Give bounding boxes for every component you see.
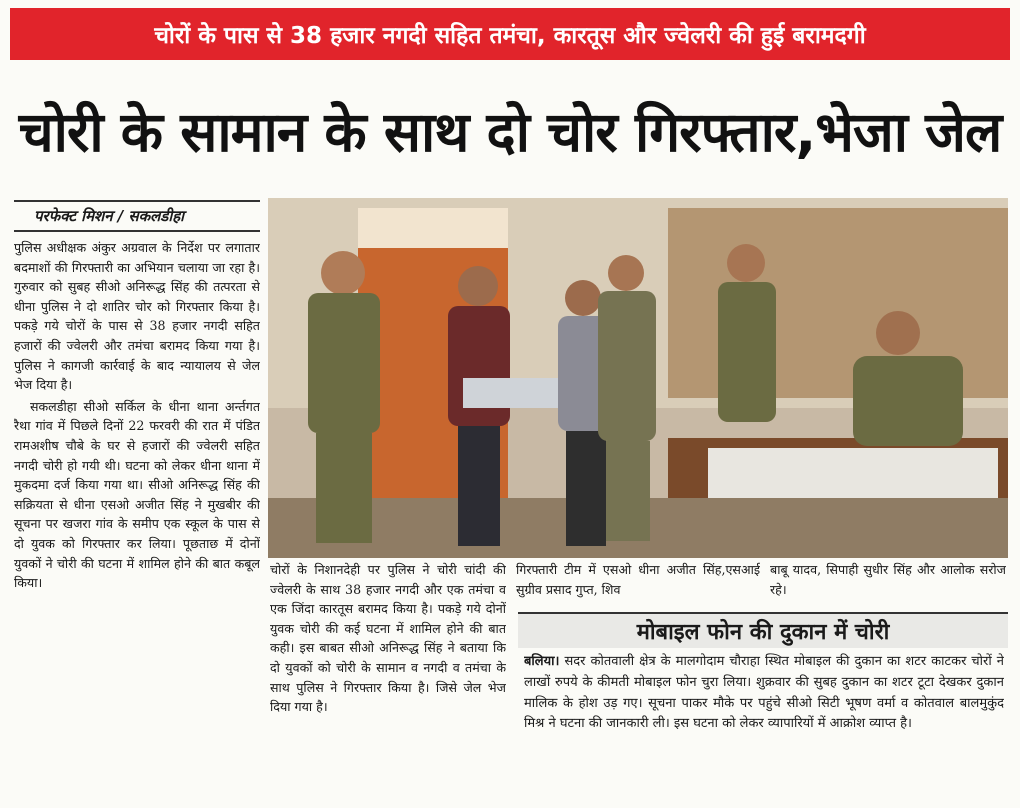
box-dateline: बलिया। xyxy=(524,654,560,669)
box-title: मोबाइल फोन की दुकान में चोरी xyxy=(518,612,1008,648)
box-article xyxy=(524,652,1004,802)
byline xyxy=(14,200,260,232)
top-banner: चोरों के पास से 38 हजार नगदी सहित तमंचा, कारतूस और ज्वेलरी की हुई बरामदगी xyxy=(10,8,1010,60)
article-column-2: चोरों के निशानदेही पर पुलिस ने चोरी चांदी की ज्वेलरी के साथ 38 हजार नगदी और एक तमंचा व एक जिंदा कारतूस बरामद किया है। पकड़े गये दोनों युवक चोरी की कई घटना में शामिल होने की बात कही। इस बाबत सीओ अनिरूद्ध सिंह ने बताया कि दो युवकों को चोरी के सामान व नगदी व तमंचा के साथ पुलिस ने गिरफ्तार किया है। जिसे जेल भेज दिया गया है। xyxy=(270,562,506,715)
article-column-1 xyxy=(14,238,260,798)
article-column-4: बाबू यादव, सिपाही सुधीर सिंह और आलोक सरोज रहे। xyxy=(770,562,1006,597)
police-officer-middle xyxy=(598,255,656,541)
article-paragraph: पुलिस अधीक्षक अंकुर अग्रवाल के निर्देश पर लगातार बदमाशों की गिरफ्तारी का अभियान चलाया जा रहा है। गुरुवार को सुबह सीओ अनिरूद्ध सिंह की तत्परता से धीना पुलिस ने दो शातिर चोर को गिरफ्तार किया है। पकड़े गये चोरों के पास से 38 हजार नगदी सहित हजारों की ज्वेलरी और तमंचा बरामद किया गया है। पुलिस ने कागजी कार्रवाई के बाद न्यायालय से जेल भेज दिया है। xyxy=(14,240,260,393)
article-paragraph: सकलडीहा सीओ सर्किल के धीना थाना अर्न्तगत रैथा गांव में पिछले दिनों 22 फरवरी की रात में पंडित रामअशीष चौबे के घर से हजारों की ज्वेलरी सहित नगदी चोरी हो गयी थी। घटना को लेकर धीना थाना में मुकदमा दर्ज किया गया था। सीओ अनिरूद्ध सिंह की सक्रियता से धीना एसओ अजीत सिंह ने मुखबीर की सूचना पर खजरा गांव के समीप एक स्कूल के पास से दो युवक को गिरफ्तार कर लिया। पूछताछ में दोनों युवकों ने चोरी की घटना में शामिल होने की बात कबूल किया। xyxy=(14,398,260,591)
article-column-3: गिरफ्तारी टीम में एसओ धीना अजीत सिंह,एसआई सुग्रीव प्रसाद गुप्त, शिव xyxy=(516,562,760,597)
news-photo xyxy=(268,198,1008,558)
byline-text: परफेक्ट मिशन / सकलडीहा xyxy=(34,207,185,225)
police-officer-left xyxy=(308,251,380,543)
headline: चोरी के सामान के साथ दो चोर गिरफ्तार,भेजा जेल xyxy=(18,99,1002,164)
box-body: सदर कोतवाली क्षेत्र के मालगोदाम चौराहा स्थित मोबाइल की दुकान का शटर काटकर चोरों ने लाखों रुपये के कीमती मोबाइल फोन चुरा लिया। शुक्रवार की सुबह दुकान का शटर टूटा देखकर दुकान मालिक के होश उड़ गए। सूचना पाकर मौके पर पहुंचे सीओ सिटी भूषण वर्मा व कोतवाल बालमुकुंद मिश्र ने घटना की जानकारी ली। इस घटना को लेकर व्यापारियों में आक्रोश व्याप्त है। xyxy=(524,654,1004,732)
